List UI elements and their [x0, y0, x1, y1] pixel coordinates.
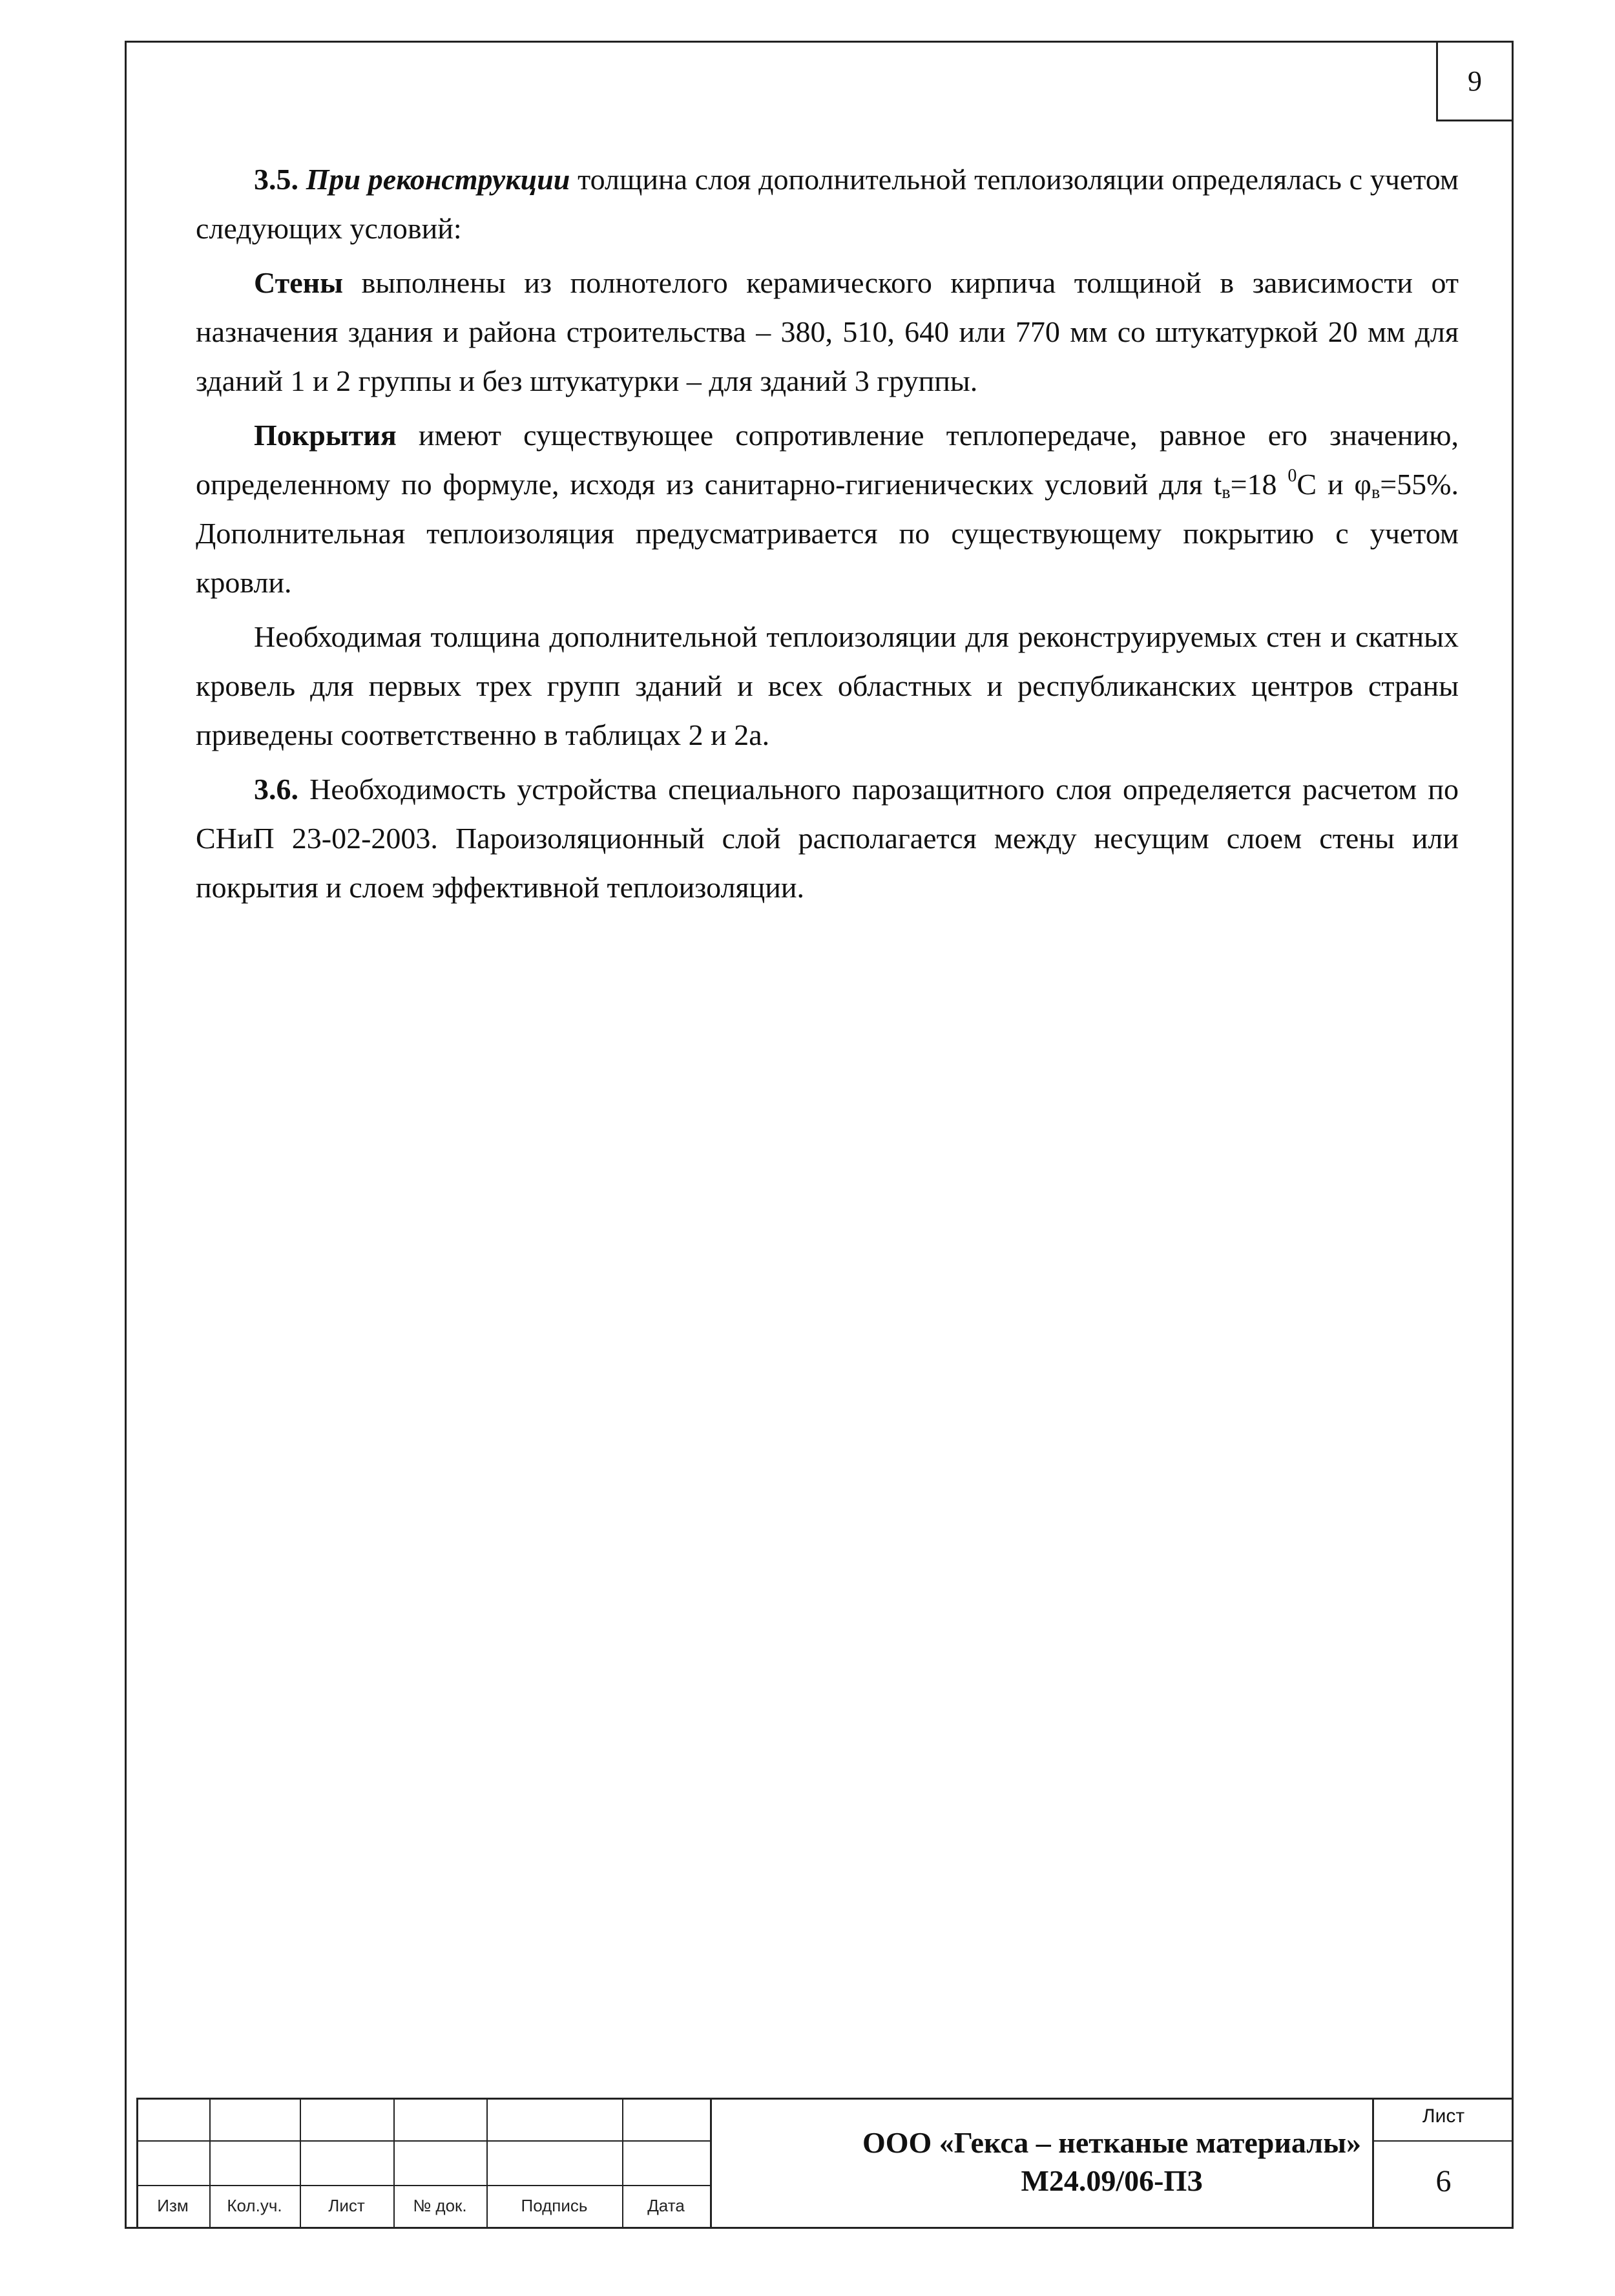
- subscript: в: [1371, 483, 1381, 503]
- stamp-col-signature: Подпись: [521, 2196, 588, 2215]
- stamp-col-docnum: № док.: [413, 2196, 467, 2215]
- section-number: 3.5.: [254, 163, 298, 196]
- stamp-col-change: Изм: [157, 2196, 189, 2215]
- stamp-col-date: Дата: [647, 2196, 685, 2215]
- stamp-col-count: Кол.уч.: [227, 2196, 282, 2215]
- paragraph-3-5: [196, 155, 1459, 253]
- subscript: в: [1222, 483, 1231, 503]
- paragraph-walls: [196, 258, 1459, 406]
- page-number: 9: [1436, 41, 1514, 121]
- term-walls: Стены: [254, 266, 344, 299]
- paragraph-text: толщина слоя дополнительной теплоизоляции определялась с учетом следующих условий:: [196, 163, 1459, 245]
- sheet-label: Лист: [1422, 2105, 1465, 2127]
- emphasis-text: При реконструкции: [306, 163, 570, 196]
- paragraph-roofs: [196, 411, 1459, 607]
- paragraph-3-6: [196, 765, 1459, 912]
- paragraph-text: имеют существующее сопротивление теплопередаче, равное его значению, определенному по формуле, исходя из санитарно-гигиенических условий для t: [196, 419, 1459, 501]
- term-roofs: Покрытия: [254, 419, 397, 452]
- paragraph-text: =55%. Дополнительная теплоизоляция предусматривается по существующему покрытию с учетом кровли.: [196, 468, 1459, 599]
- paragraph-text: С и φ: [1297, 468, 1371, 501]
- document-body: [196, 155, 1459, 917]
- stamp-col-sheet: Лист: [328, 2196, 365, 2215]
- organization-name: ООО «Гекса – нетканые материалы»: [862, 2126, 1362, 2159]
- section-number: 3.6.: [254, 773, 298, 806]
- title-block: [136, 2098, 1514, 2229]
- paragraph-text: =18: [1230, 468, 1288, 501]
- paragraph-text: выполнены из полнотелого керамического кирпича толщиной в зависимости от назначения здания и района строительства – 380, 510, 640 или 770 мм со штукатуркой 20 мм для зданий 1 и 2 группы и без штукатурки – для зданий 3 группы.: [196, 266, 1459, 397]
- superscript: 0: [1287, 466, 1297, 486]
- document-code: М24.09/06-ПЗ: [1021, 2164, 1203, 2197]
- paragraph-thickness: Необходимая толщина дополнительной теплоизоляции для реконструируемых стен и скатных кровель для первых трех групп зданий и всех областных и республиканских центров страны приведены соответственно в таблицах 2 и 2а.: [196, 620, 1459, 751]
- sheet-number: 6: [1435, 2164, 1452, 2198]
- paragraph-text: Необходимость устройства специального парозащитного слоя определяется расчетом по СНиП 23-02-2003. Пароизоляционный слой располагается между несущим слоем стены или покрытия и слоем эффективной теплоизоляции.: [196, 773, 1459, 904]
